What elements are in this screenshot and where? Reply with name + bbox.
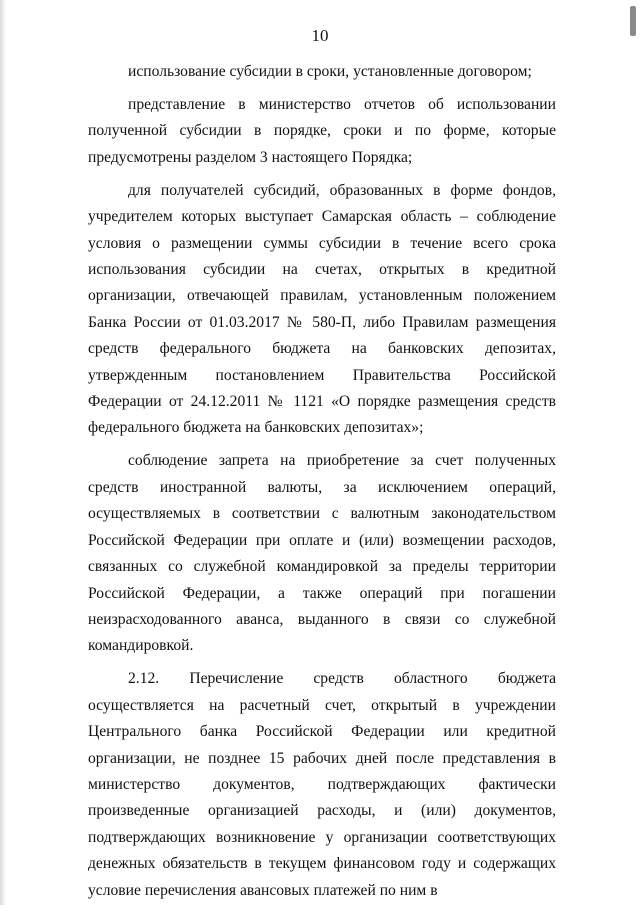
paragraph-subsidy-deadlines: использование субсидии в сроки, установленные договором; — [128, 63, 532, 80]
paragraph-currency-ban: соблюдение запрета на приобретение за счет полученных средств иностранной валюты, за исключением операций, осуществляемых в соответствии с валютным законодательством Российской Федерации при оплате и (или) возмещении расходов, связанных со служебной командировкой за пределы территории Российской Федерации, а также операций при погашении неизрасходованного аванса, выданного в связи со служебной командировкой. — [88, 452, 556, 655]
paragraph-section-2-12: 2.12. Перечисление средств областного бюджета осуществляется на расчетный счет, открытый в учреждении Центрального банка Российской Федерации или кредитной организации, не позднее 15 рабочих дней после представления в министерство документов, подтверждающих фактически произведенные организацией расходы, и (или) документов, подтверждающих возникновение у организации соответствующих денежных обязательств в текущем финансовом году и содержащих условие перечисления авансовых платежей по ним в — [88, 670, 556, 899]
paragraph-fund-deposits: для получателей субсидий, образованных в форме фондов, учредителем которых выступает Самарская область – соблюдение условия о размещении суммы субсидии в течение всего срока использования субсидии на счетах, открытых в кредитной организации, отвечающей правилам, установленным положением Банка России от 01.03.2017 № 580-П, либо Правилам размещения средств федерального бюджета на банковских депозитах, утвержденным постановлением Правительства Российской Федерации от 24.12.2011 № 1121 «О порядке размещения средств федерального бюджета на банковских депозитах»; — [88, 181, 556, 437]
paragraph-reporting: представление в министерство отчетов об использовании полученной субсидии в порядке, сроки и по форме, которые предусмотрены разделом 3 настоящего Порядка; — [88, 96, 556, 166]
document-body — [88, 59, 556, 911]
scan-left-edge — [0, 0, 6, 905]
page-number: 10 — [311, 26, 329, 45]
